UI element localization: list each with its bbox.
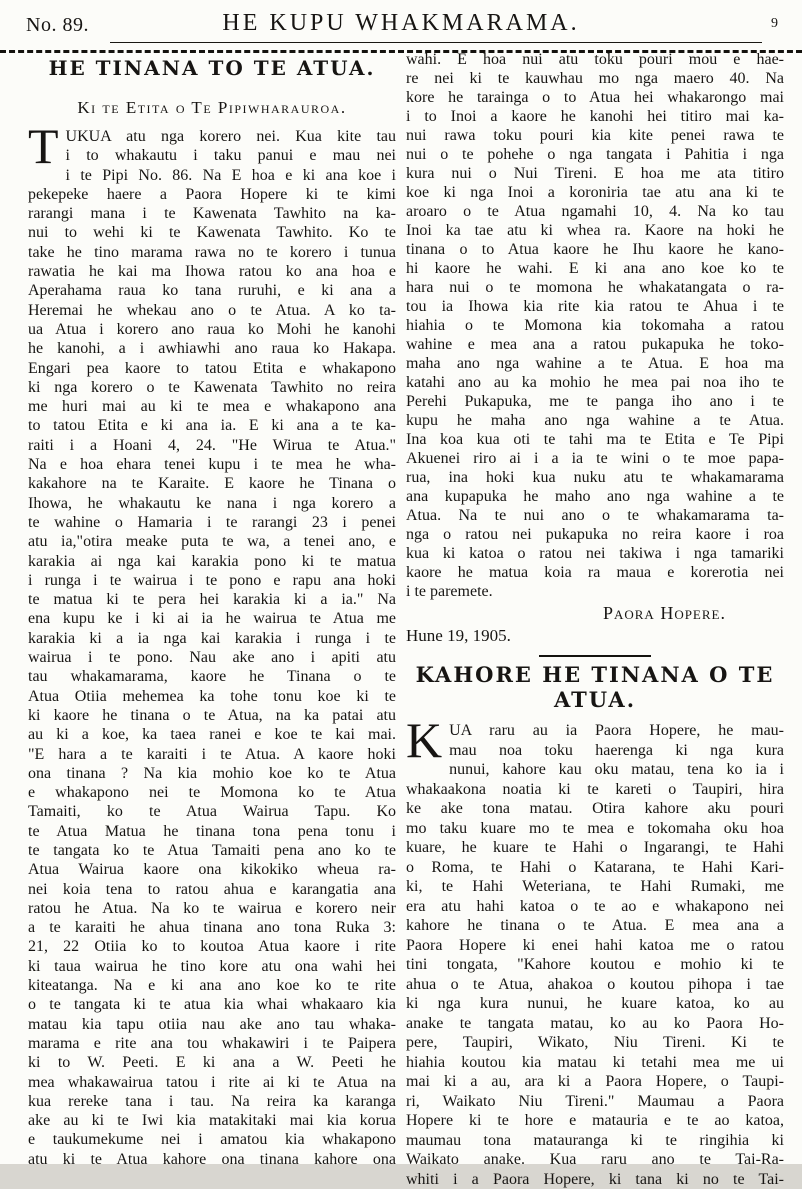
text-line: ua Atua i korero ano raua ko Mohi he kanohi bbox=[28, 320, 396, 339]
text-line: e whakapono nei te Momona ko te Atua bbox=[28, 783, 396, 802]
article1-lines-left bbox=[28, 127, 396, 1169]
text-line: Atua Wairua kaore ona kikokiko wheua ra- bbox=[28, 860, 396, 879]
text-line: whakaakona noatia ki te kareti o Taupiri, hira bbox=[406, 780, 784, 800]
text-line: karakia ki a ia nga kai karakia i runga i te bbox=[28, 629, 396, 648]
text-line: UKUA atu nga korero nei. Kua kite tau bbox=[28, 127, 396, 146]
text-line: marama e rite ana tou whakawiri i te Paipera bbox=[28, 1034, 396, 1053]
text-line: kura nui o Nui Tireni. E hoa me ata titiro bbox=[406, 164, 784, 183]
article2-heading: KAHORE HE TINANA O TE ATUA. bbox=[406, 662, 784, 712]
text-line: ki nga korero o te Kawenata Tawhito no reira bbox=[28, 378, 396, 397]
drop-cap-t: T bbox=[28, 127, 66, 166]
masthead-title: HE KUPU WHAKMARAMA. bbox=[0, 10, 802, 37]
text-line: kahore he tinana o te Atua. E mea ana a bbox=[406, 916, 784, 936]
text-line: wairua i te pono. Nau ake ano i apiti atu bbox=[28, 648, 396, 667]
text-line: mai ki a au, ara ki a Paora Hopere, o Taupi- bbox=[406, 1072, 784, 1092]
text-line: Inoi ka tae atu ki whea ra. Kaore na hoki he bbox=[406, 221, 784, 240]
article1-body-right bbox=[406, 50, 784, 601]
text-line: hiahia o te Momona kia tokomaha a ratou bbox=[406, 316, 784, 335]
text-line: Atua Otiia mehemea ka tohe tonu koe ki te bbox=[28, 687, 396, 706]
text-line: i to whakautu i taku panui e mau nei bbox=[28, 146, 396, 165]
text-line: he kanohi, a i awhiawhi ano raua ko Hakapa. bbox=[28, 339, 396, 358]
text-line: mea whakawairua tatou i rite ai ki te Atua na bbox=[28, 1073, 396, 1092]
text-line: nei koia tena to ratou ahua e karangatia ana bbox=[28, 880, 396, 899]
article2-body bbox=[406, 721, 784, 1189]
article1-heading: HE TINANA TO TE ATUA. bbox=[28, 56, 396, 80]
text-line: te wahine o Hamaria i te rarangi 23 i penei bbox=[28, 513, 396, 532]
text-line: Na e hoa ehara tenei kupu i te mea he wha- bbox=[28, 455, 396, 474]
text-line: kaore he matua koia ra maua e korerotia nei bbox=[406, 563, 784, 582]
text-line: Paora Hopere ki enei hahi katoa me o ratou bbox=[406, 936, 784, 956]
text-line: "E hara a te karaiti i te Atua. A kaore hoki bbox=[28, 745, 396, 764]
text-line: kiteatanga. Na e ki ana ano koe ko te rite bbox=[28, 976, 396, 995]
text-line: nunui, kahore kau oku matau, tena ko ia i bbox=[406, 760, 784, 780]
text-line: kupu he maha ano nga wahine a te Atua. bbox=[406, 411, 784, 430]
text-line: ki nga kura nunui, he kuare katoa, ko au bbox=[406, 994, 784, 1014]
text-line: te matua ki te pera hei karakia ki a ia." Na bbox=[28, 590, 396, 609]
text-line: take he tino marama rawa no te korero i tunua bbox=[28, 243, 396, 262]
text-line: wahine e mea ana a ratou pukapuka he toko- bbox=[406, 335, 784, 354]
text-line: UA raru au ia Paora Hopere, he mau- bbox=[406, 721, 784, 741]
article-separator-rule bbox=[539, 655, 651, 657]
text-line: hi kaore he wahi. E ki ana ano koe ko te bbox=[406, 259, 784, 278]
text-line: e taukumekume nei i amatou kia whakapono bbox=[28, 1130, 396, 1149]
text-line: nga o ratou nei pukapuka no reira kaore i roa bbox=[406, 525, 784, 544]
text-line: tou ia Ihowa kia rite kia ratou te Ahua i te bbox=[406, 297, 784, 316]
text-line: hara nui o te momona he whakatangata o ra- bbox=[406, 278, 784, 297]
text-line: rawatia he kai ma Ihowa ratou ko ana hoa e bbox=[28, 262, 396, 281]
article1-subheading: Ki te Etita o Te Pipiwharauroa. bbox=[28, 98, 396, 118]
drop-cap-k: K bbox=[406, 721, 449, 761]
text-line: era atu hahi katoa o te ao e whakapono nei bbox=[406, 897, 784, 917]
text-line: kakahore na te Karaite. E kaore he Tinana o bbox=[28, 474, 396, 493]
text-line: ena kupu ke i ki ai ia he wairua te Atua me bbox=[28, 609, 396, 628]
text-line: Akuenei riro ai i a ia te wini o te moe papa- bbox=[406, 449, 784, 468]
text-line: Perehi Pukapuka, me te panga iho ano i te bbox=[406, 392, 784, 411]
text-line: Atua. Na te nui ano o te whakamarama ta- bbox=[406, 506, 784, 525]
text-line: kua ki katoa o ratou nei takiwa i nga tamariki bbox=[406, 544, 784, 563]
text-line: ake au ki te Iwi kia matakitaki mai kia korua bbox=[28, 1111, 396, 1130]
text-line: ki to W. Peeti. E ki ana a W. Peeti he bbox=[28, 1053, 396, 1072]
text-line: kore he tarainga o to Atua hei whakarongo mai bbox=[406, 88, 784, 107]
text-line: o te tangata ki te atua kia whai whakaaro kia bbox=[28, 995, 396, 1014]
text-line: ri, Waikato Niu Tireni." Maumau a Paora bbox=[406, 1092, 784, 1112]
text-line: ana kupapuka he maho ano nga wahine a te bbox=[406, 487, 784, 506]
text-line: rarangi mana i te Kawenata Tawhito na ka- bbox=[28, 204, 396, 223]
text-line: ahua o te Atua, ahakoa o koutou pihopa i tae bbox=[406, 975, 784, 995]
text-line: ki, te Hahi Weteriana, te Hahi Rumaki, me bbox=[406, 877, 784, 897]
article1-dateline: Hune 19, 1905. bbox=[406, 626, 784, 646]
text-line: pere, Taupiri, Wikato, Niu Tireni. Ki te bbox=[406, 1033, 784, 1053]
text-line: kua rereke tana i tau. Na reira ka karanga bbox=[28, 1092, 396, 1111]
page-number: 9 bbox=[771, 16, 778, 32]
text-line: maumau tona matauranga ki te ringihia ki bbox=[406, 1131, 784, 1151]
text-line: nui o te pohehe o nga tangata i Pahitia i nga bbox=[406, 145, 784, 164]
text-line: raiti i a Hoani 4, 24. "He Wirua te Atua." bbox=[28, 436, 396, 455]
text-line: rua, ina hoki kua nuku atu te whakamarama bbox=[406, 468, 784, 487]
text-line: whiti i a Paora Hopere, ki tana ki no te Tai- bbox=[406, 1170, 784, 1189]
text-line: hiahia koutou kia matau ki tetahi mea me ui bbox=[406, 1053, 784, 1073]
right-column bbox=[406, 50, 784, 1189]
text-line: me huri mai au ki te mea e whakapono ana bbox=[28, 397, 396, 416]
issue-number: No. 89. bbox=[26, 14, 89, 37]
text-line: katahi ano au ka mohio he mea pai noa iho te bbox=[406, 373, 784, 392]
text-line: nui to wehi ki te Kawenata Tawhito. Ko te bbox=[28, 223, 396, 242]
text-line: te tangata ko te Atua Tamaiti pena ano ko te bbox=[28, 841, 396, 860]
text-line: au ki a koe, ka taea ranei e koe te kai mai. bbox=[28, 725, 396, 744]
text-line: i runga i te wairua i te pono e rapu ana hoki bbox=[28, 571, 396, 590]
text-line: Waikato anake. Kua raru ano te Tai-Ra- bbox=[406, 1150, 784, 1170]
text-line: ki kaore he tinana o te Atua, na ka patai atu bbox=[28, 706, 396, 725]
article1-lines-right bbox=[406, 50, 784, 582]
text-line: mau noa toku haerenga ki nga kura bbox=[406, 741, 784, 761]
text-line: ratou he Atua. Na ko te wairua e korero neir bbox=[28, 899, 396, 918]
text-line: tau whakamarama, kaore he Tinana o te bbox=[28, 667, 396, 686]
text-line: wahi. E hoa nui atu toku pouri mou e hae- bbox=[406, 50, 784, 69]
text-line: Ina koa kua oti te tahi ma te Etita e Te Pipi bbox=[406, 430, 784, 449]
text-line: i to Inoi a kaore he kanohi hei titiro mai ka- bbox=[406, 107, 784, 126]
text-line: Heremai he whekau ano o te Atua. A ko ta- bbox=[28, 301, 396, 320]
article1-signature: Paora Hopere. bbox=[406, 603, 784, 623]
text-line: maha ano nga wahine a te Atua. E hoa ma bbox=[406, 354, 784, 373]
left-column bbox=[28, 56, 396, 1169]
article1-body-left bbox=[28, 127, 396, 1169]
text-line: pekepeke haere a Paora Hopere ki te kimi bbox=[28, 185, 396, 204]
text-line: a te karaiti he ahua tinana ano tona Ruka 3: bbox=[28, 918, 396, 937]
text-line: atu ia,"otira meake puta te wa, a tenei ano, e bbox=[28, 532, 396, 551]
text-line: atu ki te Atua kahore ona tinana kahore ona bbox=[28, 1150, 396, 1169]
text-line: Hopere ki te hore e matauria e te ao katoa, bbox=[406, 1111, 784, 1131]
text-line: Aperahama raua ko tana ruruhi, e ki ana a bbox=[28, 281, 396, 300]
text-line: tini tongata, "Kahore koutou e mohio ki te bbox=[406, 955, 784, 975]
text-line: anake te tangata matau, ko au ko Paora Ho- bbox=[406, 1014, 784, 1034]
text-line: koe ki nga Inoi a koroniria tae atu ana ki te bbox=[406, 183, 784, 202]
article1-closing-line: i te paremete. bbox=[406, 582, 784, 601]
text-line: matau kia tapu otiia nau ake ano tau whaka- bbox=[28, 1015, 396, 1034]
text-line: Engari pea kaore to tatou Etita e whakapono bbox=[28, 359, 396, 378]
article2-lines bbox=[406, 721, 784, 1189]
text-line: karakia ai nga kai karakia pono ki te matua bbox=[28, 552, 396, 571]
text-line: to tatou Etita e ki ana ia. E ki ana a te ka- bbox=[28, 416, 396, 435]
text-line: tinana o to Atua kaore he Ihu kaore he kano- bbox=[406, 240, 784, 259]
text-line: o Roma, te Hahi o Katarana, te Hahi Kari- bbox=[406, 858, 784, 878]
text-line: ke ake tona matau. Otira kahore aku pouri bbox=[406, 799, 784, 819]
text-line: aroaro o te Atua ngamahi 10, 4. Na ko tau bbox=[406, 202, 784, 221]
text-line: i te Pipi No. 86. Na E hoa e ki ana koe i bbox=[28, 166, 396, 185]
text-line: Ihowa, he whakautu ke nana i nga korero a bbox=[28, 494, 396, 513]
text-line: 21, 22 Otiia ko to koutoa Atua kaore i rite bbox=[28, 937, 396, 956]
text-line: kuare, he kuare te Hahi o Ingarangi, te Hahi bbox=[406, 838, 784, 858]
text-line: ona tinana ? Na kia mohio koe ko te Atua bbox=[28, 764, 396, 783]
text-line: te Atua Matua he tinana tona pena tonu i bbox=[28, 822, 396, 841]
text-line: nui rawa toku pouri kia kite penei rawa te bbox=[406, 126, 784, 145]
text-line: re nei ki te kauwhau mo nga maero 40. Na bbox=[406, 69, 784, 88]
text-line: Tamaiti, ko te Atua Wairua Tapu. Ko bbox=[28, 802, 396, 821]
text-line: ki taua wairua he tino kore atu ona wahi hei bbox=[28, 957, 396, 976]
header-rule-top bbox=[110, 42, 762, 43]
text-line: mo taku kuare mo te mea e tokomaha oku hoa bbox=[406, 819, 784, 839]
